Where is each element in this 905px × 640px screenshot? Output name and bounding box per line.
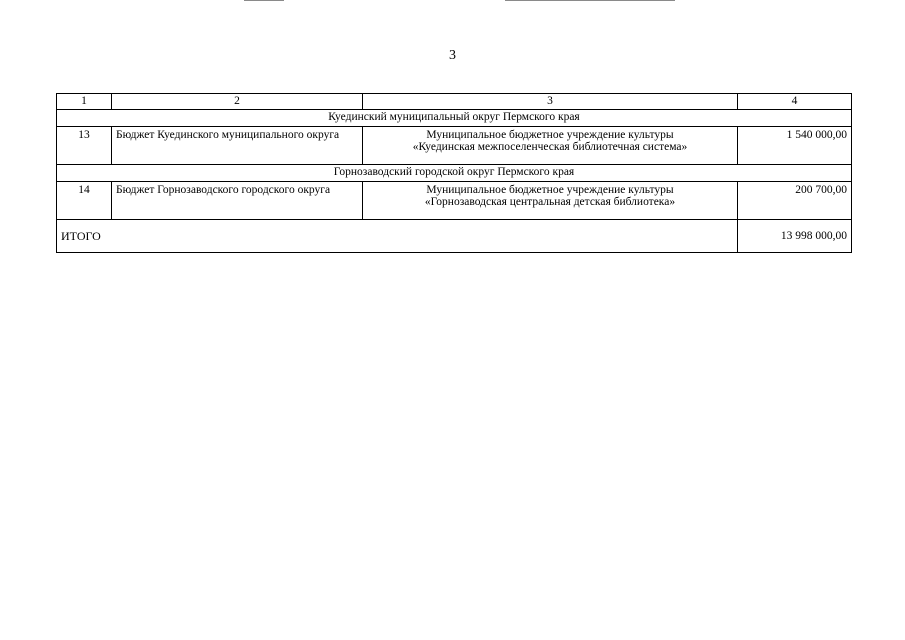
- institution-line: «Горнозаводская центральная детская библиотека»: [424, 196, 676, 208]
- group-title: Куединский муниципальный округ Пермского края: [57, 110, 852, 127]
- institution-line: «Куединская межпоселенческая библиотечная система»: [412, 141, 688, 153]
- institution-name: [363, 182, 738, 220]
- total-label: ИТОГО: [57, 220, 738, 253]
- institution-name: [363, 127, 738, 165]
- amount: 1 540 000,00: [738, 127, 852, 165]
- budget-table: [56, 93, 852, 253]
- group-title: Горнозаводский городской округ Пермского края: [57, 165, 852, 182]
- budget-name: Бюджет Куединского муниципального округа: [112, 127, 363, 165]
- row-number: 14: [57, 182, 112, 220]
- table-row: [57, 127, 852, 165]
- total-amount: 13 998 000,00: [738, 220, 852, 253]
- column-number: 3: [363, 94, 738, 110]
- scan-artifact: [505, 0, 675, 1]
- column-number-row: [57, 94, 852, 110]
- amount: 200 700,00: [738, 182, 852, 220]
- row-number: 13: [57, 127, 112, 165]
- institution-line: Муниципальное бюджетное учреждение культуры: [426, 129, 674, 141]
- group-header-row: [57, 165, 852, 182]
- column-number: 1: [57, 94, 112, 110]
- scan-artifact: [244, 0, 284, 1]
- table-row: [57, 182, 852, 220]
- total-row: [57, 220, 852, 253]
- group-header-row: [57, 110, 852, 127]
- budget-name: Бюджет Горнозаводского городского округа: [112, 182, 363, 220]
- page-number: 3: [449, 48, 456, 63]
- institution-line: Муниципальное бюджетное учреждение культуры: [426, 184, 674, 196]
- column-number: 2: [112, 94, 363, 110]
- column-number: 4: [738, 94, 852, 110]
